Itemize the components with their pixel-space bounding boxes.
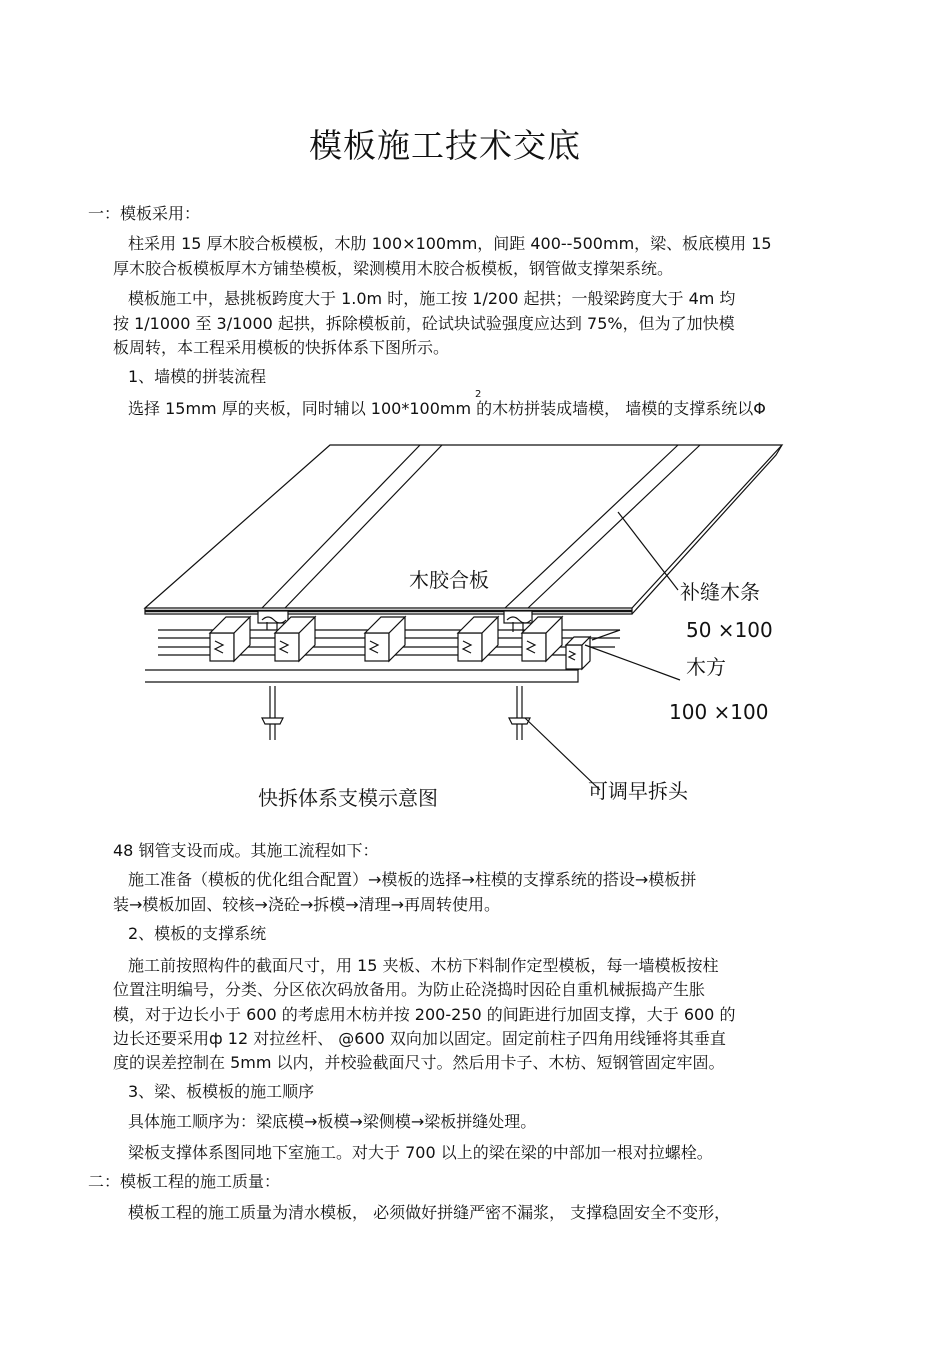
paragraph-line: 度的误差控制在 5mm 以内，并校验截面尺寸。然后用卡子、木枋、短钢管固定牢固。	[113, 1053, 725, 1072]
paragraph-line: 施工前按照构件的截面尺寸，用 15 夹板、木枋下料制作定型模板，每一墙模板按柱	[128, 956, 719, 975]
paragraph-line: 位置注明编号，分类、分区依次码放备用。为防止砼浇捣时因砼自重机械振捣产生胀	[113, 980, 706, 999]
paragraph-line: 模，对于边长小于 600 的考虑用木枋并按 200-250 的间距进行加固支撑，大于 600 的	[113, 1005, 736, 1024]
paragraph-line: 模板工程的施工质量为清水模板， 必须做好拼缝严密不漏浆， 支撑稳固安全不变形，	[128, 1203, 731, 1222]
label-filler-strip-size: 50 ×100	[686, 618, 773, 642]
section-1-heading: 一：模板采用：	[88, 204, 201, 223]
paragraph-line: 模板施工中，悬挑板跨度大于 1.0m 时，施工按 1/200 起拱；一般梁跨度大于 4m 均	[128, 289, 736, 308]
paragraph-line: 施工准备（模板的优化组合配置）→模板的选择→柱模的支撑系统的搭设→模板拼	[128, 870, 697, 889]
label-adjustable-head: 可调早拆头	[588, 779, 688, 803]
label-timber-size: 100 ×100	[669, 700, 769, 724]
paragraph-line: 48 钢管支设而成。其施工流程如下：	[113, 841, 379, 860]
subheading-beam-slab-sequence: 3、梁、板模板的施工顺序	[128, 1082, 315, 1101]
paragraph-line: 具体施工顺序为：梁底模→板模→梁侧模→梁板拼缝处理。	[128, 1112, 537, 1131]
page-title: 模板施工技术交底	[309, 126, 581, 165]
label-plywood: 木胶合板	[409, 568, 489, 592]
label-filler-strip: 补缝木条	[680, 580, 760, 604]
paragraph-line: 边长还要采用ф 12 对拉丝杆、 @600 双向加以固定。固定前柱子四角用线锤将其垂直	[113, 1029, 726, 1048]
paragraph-line: 厚木胶合板模板厚木方铺垫模板，梁测模用木胶合板模板，钢管做支撑架系统。	[113, 259, 674, 278]
paragraph-line: 板周转，本工程采用模板的快拆体系下图所示。	[113, 338, 450, 357]
paragraph-line: 按 1/1000 至 3/1000 起拱，拆除模板前，砼试块试验强度应达到 75%，但为了加快模	[113, 314, 735, 333]
paragraph-line: 柱采用 15 厚木胶合板模板，木肋 100×100mm，间距 400--500mm，梁、板底模用 15	[128, 234, 772, 253]
paragraph-line: 选择 15mm 厚的夹板，同时辅以 100*100mm 的木枋拼装成墙模， 墙模的支撑系统以Φ	[128, 399, 766, 418]
paragraph-line: 装→模板加固、较核→浇砼→拆模→清理→再周转使用。	[113, 895, 501, 914]
subheading-support-system: 2、模板的支撑系统	[128, 924, 267, 943]
label-timber: 木方	[686, 655, 726, 679]
figure-caption: 快拆体系支模示意图	[258, 786, 438, 810]
superscript: 2	[475, 389, 482, 400]
paragraph-line: 梁板支撑体系图同地下室施工。对大于 700 以上的梁在梁的中部加一根对拉螺栓。	[128, 1143, 713, 1162]
subheading-wall-formwork: 1、墙模的拼装流程	[128, 367, 267, 386]
section-2-heading: 二：模板工程的施工质量：	[88, 1172, 281, 1191]
